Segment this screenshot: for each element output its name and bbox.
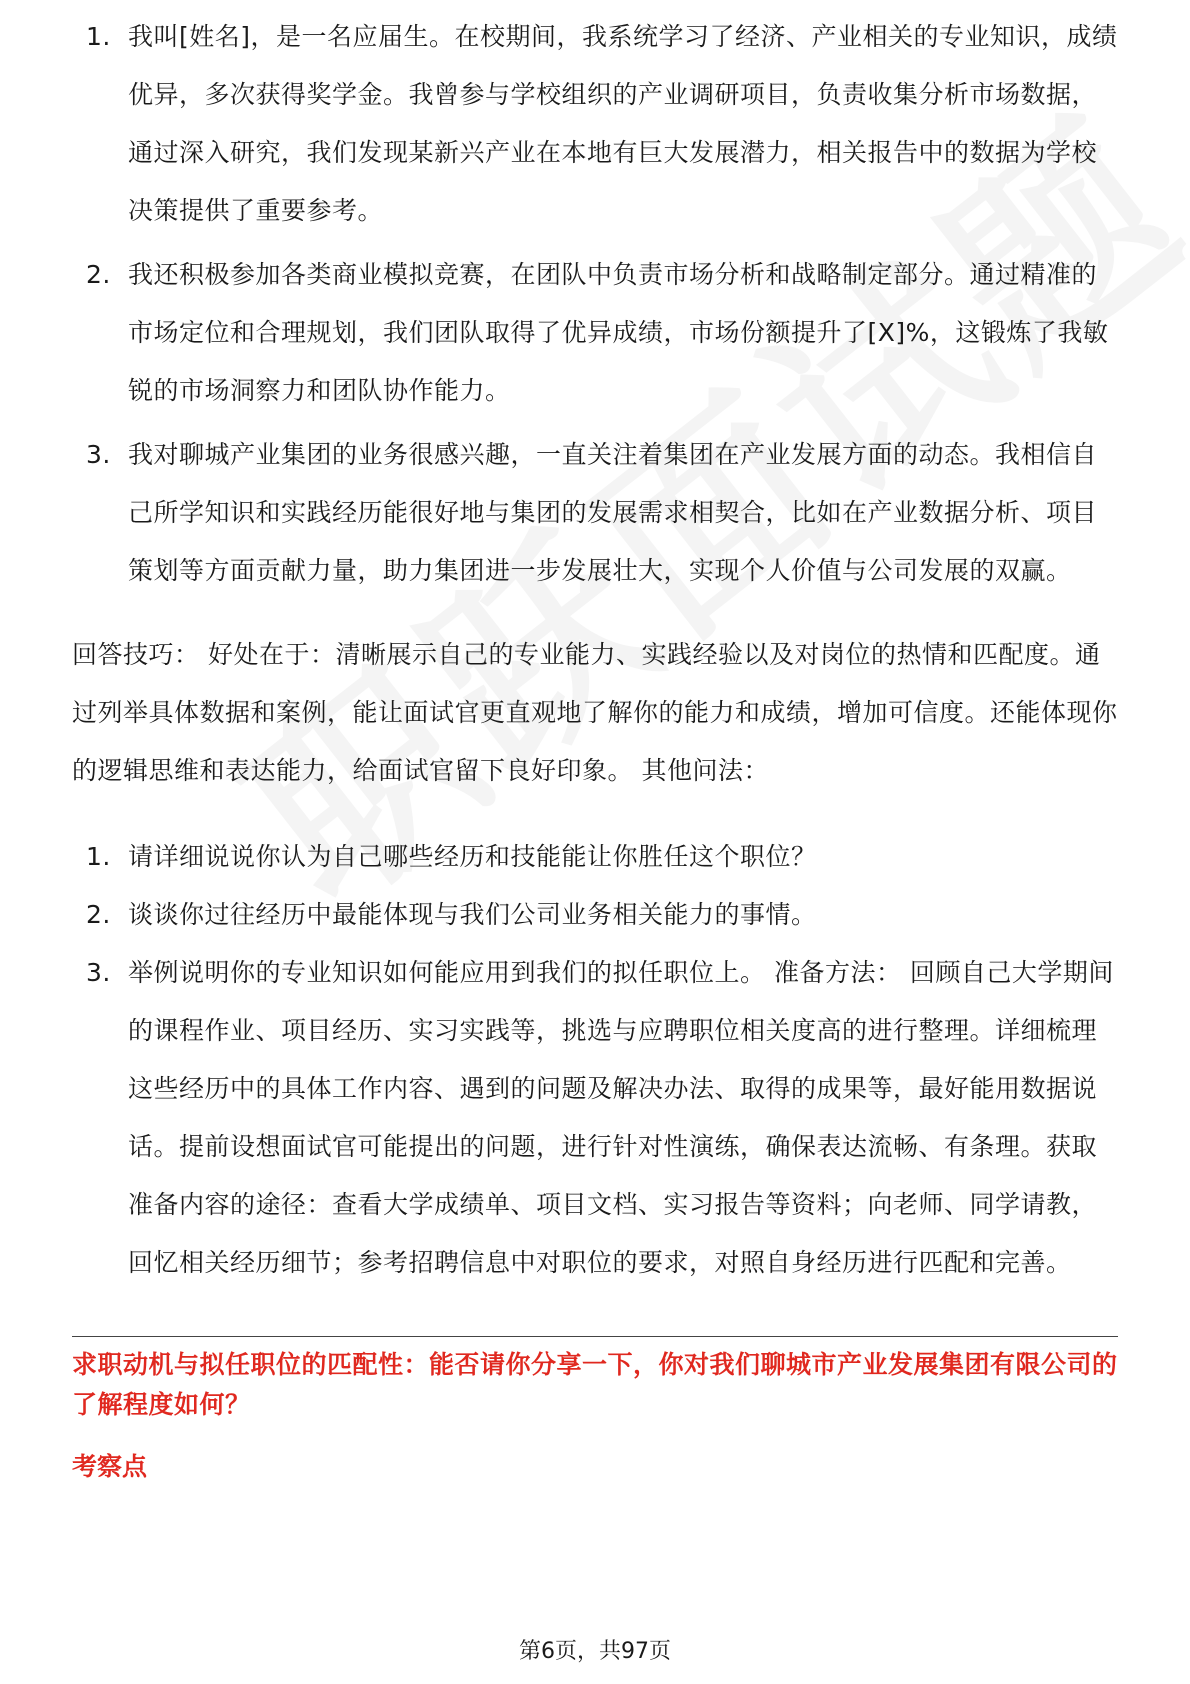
list-number: 1. — [86, 22, 111, 51]
question-title: 求职动机与拟任职位的匹配性：能否请你分享一下，你对我们聊城市产业发展集团有限公司的了解程度如何？ — [72, 1350, 1118, 1419]
answer-tips-paragraph: 回答技巧： 好处在于：清晰展示自己的专业能力、实践经验以及对岗位的热情和匹配度。通过列举具体数据和案例，能让面试官更直观地了解你的能力和成绩，增加可信度。还能体现你的逻辑思维和表达能力，给面试官留下良好印象。 其他问法： — [72, 640, 1118, 785]
list-item-text: 谈谈你过往经历中最能体现与我们公司业务相关能力的事情。 — [128, 900, 817, 929]
section-divider — [72, 1336, 1118, 1337]
list-item — [72, 886, 1118, 944]
list-number: 3. — [86, 440, 111, 469]
alternative-questions-list — [72, 828, 1118, 1292]
list-item-text: 我叫[姓名]，是一名应届生。在校期间，我系统学习了经济、产业相关的专业知识，成绩优异，多次获得奖学金。我曾参与学校组织的产业调研项目，负责收集分析市场数据，通过深入研究，我们发现某新兴产业在本地有巨大发展潜力，相关报告中的数据为学校决策提供了重要参考。 — [128, 22, 1118, 225]
page-content — [72, 22, 1118, 1487]
list-item — [72, 426, 1118, 600]
list-item — [72, 246, 1118, 420]
page-number-footer: 第6页，共97页 — [519, 1639, 671, 1664]
list-number: 3. — [86, 958, 111, 987]
list-item — [72, 944, 1118, 1292]
list-item-text: 我还积极参加各类商业模拟竞赛，在团队中负责市场分析和战略制定部分。通过精准的市场定位和合理规划，我们团队取得了优异成绩，市场份额提升了[X]%，这锻炼了我敏锐的市场洞察力和团队协作能力。 — [128, 260, 1109, 405]
list-item-text: 请详细说说你认为自己哪些经历和技能能让你胜任这个职位？ — [128, 842, 817, 871]
list-number: 2. — [86, 260, 111, 289]
list-number: 1. — [86, 842, 111, 871]
list-item-text: 举例说明你的专业知识如何能应用到我们的拟任职位上。 准备方法： 回顾自己大学期间的课程作业、项目经历、实习实践等，挑选与应聘职位相关度高的进行整理。详细梳理这些经历中的具体工作内容、遇到的问题及解决办法、取得的成果等，最好能用数据说话。提前设想面试官可能提出的问题，进行针对性演练，确保表达流畅、有条理。获取准备内容的途径：查看大学成绩单、项目文档、实习报告等资料；向老师、同学请教，回忆相关经历细节；参考招聘信息中对职位的要求，对照自身经历进行匹配和完善。 — [128, 958, 1114, 1277]
list-number: 2. — [86, 900, 111, 929]
list-item — [72, 8, 1118, 240]
list-item-text: 我对聊城产业集团的业务很感兴趣，一直关注着集团在产业发展方面的动态。我相信自己所学知识和实践经历能很好地与集团的发展需求相契合，比如在产业数据分析、项目策划等方面贡献力量，助力集团进一步发展壮大，实现个人价值与公司发展的双赢。 — [128, 440, 1098, 585]
exam-point-heading: 考察点 — [72, 1452, 148, 1481]
list-item — [72, 828, 1118, 886]
answer-list — [72, 8, 1118, 600]
